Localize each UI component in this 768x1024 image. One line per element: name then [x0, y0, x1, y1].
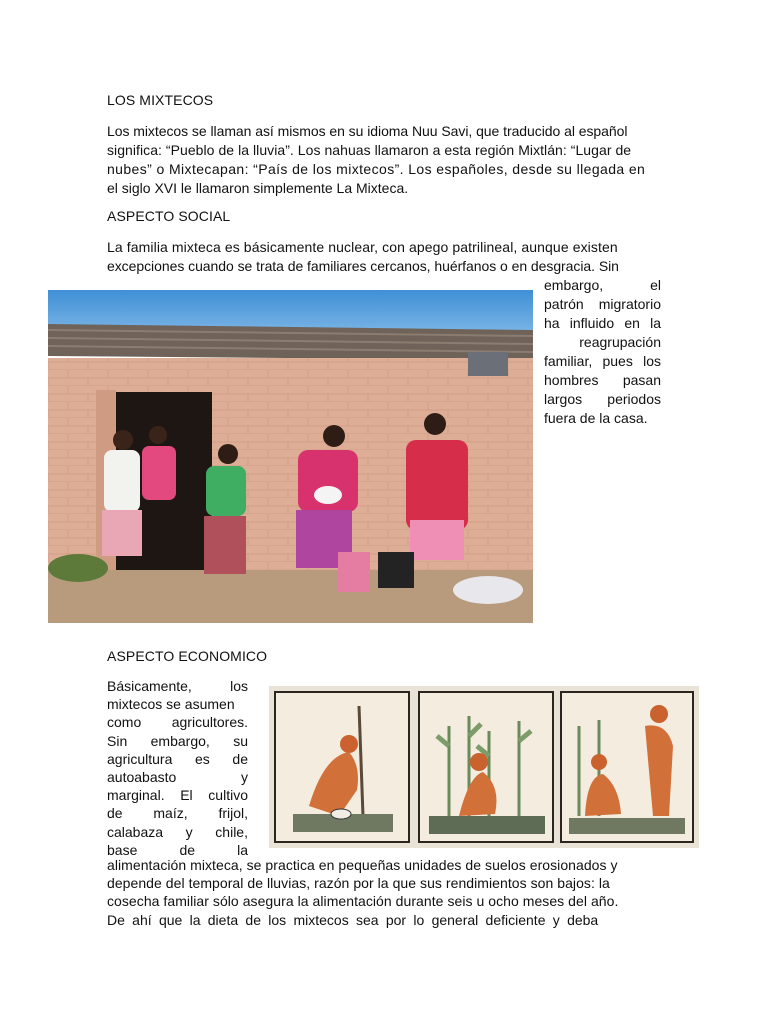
text-line: [107, 713, 248, 731]
text-line: La familia mixteca es básicamente nuclear, con apego patrilineal, aunque existen: [107, 239, 618, 255]
word: de: [232, 750, 248, 767]
word: el: [650, 277, 661, 293]
text-line: [107, 768, 248, 786]
word: agricultores.: [171, 714, 248, 731]
text-line: depende del temporal de lluvias, razón por la que sus rendimientos son bajos: la: [107, 875, 610, 892]
paragraph-mixtecos: [107, 122, 661, 198]
text-line: [107, 823, 248, 841]
word: la: [237, 841, 248, 858]
text-line: nubes” o Mixtecapan: “País de los mixtecos”. Los españoles, desde su llegada en: [107, 161, 646, 177]
word: embargo,: [150, 732, 210, 749]
word: y: [241, 769, 248, 786]
word: agricultura: [107, 750, 173, 767]
text-line: [544, 371, 661, 390]
family-photo: [48, 290, 533, 623]
word: periodos: [607, 391, 661, 407]
word: patrón: [544, 296, 584, 312]
word: Básicamente,: [107, 678, 192, 694]
word: de: [179, 841, 196, 858]
paragraph-social: [107, 238, 661, 276]
text-line: cosecha familiar sólo asegura la alimentación durante seis u ocho meses del año.: [107, 893, 619, 910]
word: ha: [544, 315, 560, 331]
word: embargo,: [544, 277, 604, 293]
text-line: [107, 677, 248, 695]
text-line: [544, 295, 661, 314]
word: pues: [602, 353, 633, 369]
heading-aspecto-social: ASPECTO SOCIAL: [107, 208, 231, 224]
word: migratorio: [598, 296, 661, 312]
codex-illustration: [269, 686, 699, 848]
text-line: [544, 390, 661, 409]
text-line: [107, 804, 248, 822]
text-line: [544, 352, 661, 371]
text-line: fuera de la casa.: [544, 410, 648, 426]
paragraph-social-side: [544, 276, 661, 428]
word: influido: [569, 315, 615, 331]
text-line: [544, 314, 661, 333]
word: y: [185, 823, 193, 840]
text-line: [107, 732, 248, 750]
paragraph-economico: [107, 856, 661, 929]
text-line: excepciones cuando se trata de familiares cercanos, huérfanos o en desgracia. Sin: [107, 258, 619, 274]
word: calabaza: [107, 823, 164, 840]
word: base: [107, 841, 138, 858]
text-line: [107, 750, 248, 768]
heading-aspecto-economico: ASPECTO ECONOMICO: [107, 648, 268, 664]
word: los: [643, 353, 661, 369]
word: cultivo: [208, 787, 248, 804]
text-line: [544, 276, 661, 295]
word: Sin: [107, 732, 128, 749]
word: largos: [544, 391, 583, 407]
paragraph-economico-side: [107, 677, 248, 859]
text-line: [107, 786, 248, 804]
word: hombres: [544, 372, 599, 388]
word: El: [180, 787, 193, 804]
text-line: alimentación mixteca, se practica en pequeñas unidades de suelos erosionados y: [107, 857, 618, 873]
word: su: [233, 732, 248, 749]
word: chile,: [215, 823, 248, 840]
heading-los-mixtecos: LOS MIXTECOS: [107, 92, 214, 108]
word: frijol,: [218, 805, 248, 822]
text-line: mixtecos se asumen: [107, 696, 235, 713]
text-line: reagrupación: [579, 334, 661, 350]
word: la: [650, 315, 661, 331]
word: es: [195, 750, 210, 767]
text-line: De ahí que la dieta de los mixtecos sea por lo general deficiente y deba: [107, 911, 599, 928]
text-line: significa: “Pueblo de la lluvia”. Los nahuas llamaron a esta región Mixtlán: “Lugar de: [107, 142, 632, 158]
word: como: [107, 714, 142, 731]
word: de: [107, 805, 123, 822]
word: autoabasto: [107, 769, 177, 786]
word: en: [624, 315, 640, 331]
word: marginal.: [107, 787, 165, 804]
text-line: Los mixtecos se llaman así mismos en su idioma Nuu Savi, que traducido al español: [107, 123, 628, 139]
word: maíz,: [153, 805, 188, 822]
word: los: [230, 678, 248, 694]
word: familiar,: [544, 353, 593, 369]
text-line: el siglo XVI le llamaron simplemente La Mixteca.: [107, 180, 409, 196]
word: pasan: [622, 372, 661, 388]
